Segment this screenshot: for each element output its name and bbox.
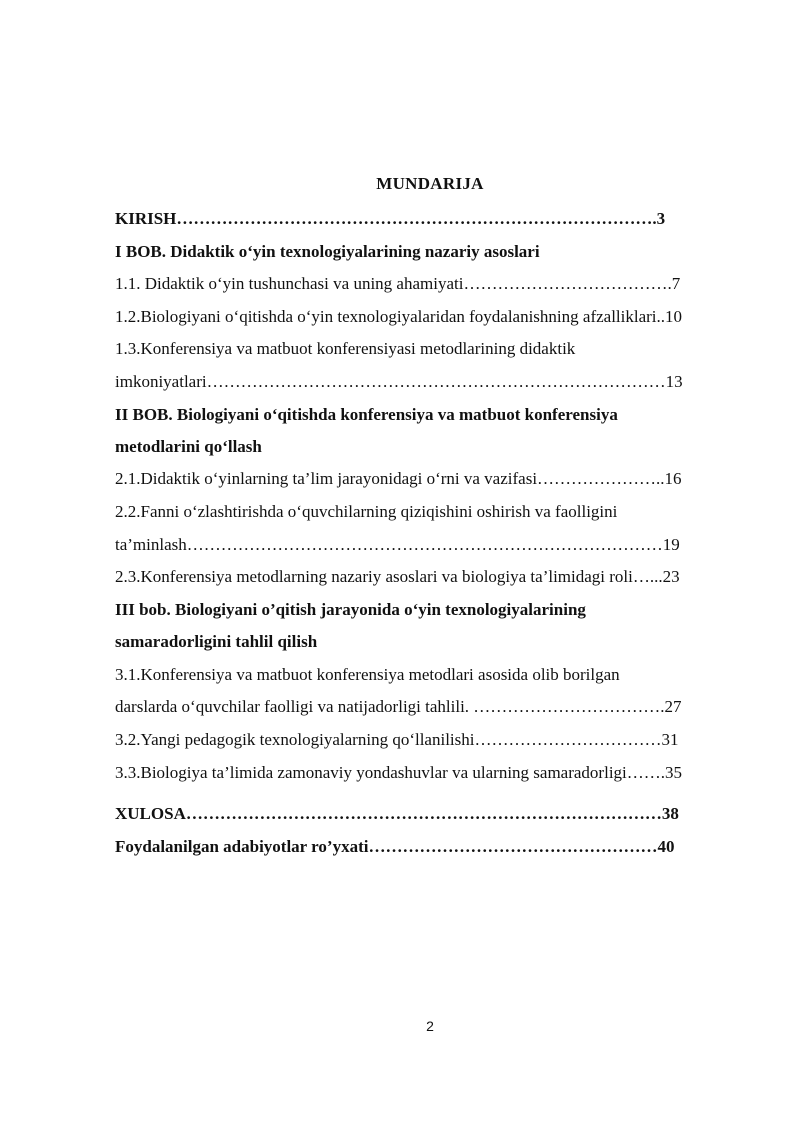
page-title: MUNDARIJA (376, 174, 484, 193)
toc-chapter-1-heading: I BOB. Didaktik o‘yin texnologiyalarining nazariy asoslari (115, 242, 540, 261)
toc-entry-xulosa: XULOSA…………………………………………………………………………38 (115, 804, 679, 823)
toc-chapter-2-heading-line2: metodlarini qo‘llash (115, 437, 262, 456)
toc-entry-2-1: 2.1.Didaktik o‘yinlarning ta’lim jarayonidagi o‘rni va vazifasi…………………..16 (115, 469, 682, 488)
toc-chapter-3-heading-line1: III bob. Biologiyani o’qitish jarayonida o‘yin texnologiyalarining (115, 600, 586, 619)
toc-entry-2-2-line2: ta’minlash…………………………………………………………………………19 (115, 535, 680, 554)
toc-chapter-2-heading-line1: II BOB. Biologiyani o‘qitishda konferensiya va matbuot konferensiya (115, 405, 618, 424)
toc-entry-2-2-line1: 2.2.Fanni o‘zlashtirishda o‘quvchilarning qiziqishini oshirish va faolligini (115, 502, 618, 521)
toc-entry-kirish: KIRISH………………………………………………………………………….3 (115, 209, 666, 228)
toc-entry-references: Foydalanilgan adabiyotlar ro’yxati……………………………………………40 (115, 837, 675, 856)
toc-entry-3-2: 3.2.Yangi pedagogik texnologiyalarning qo‘llanilishi……………………………31 (115, 730, 679, 749)
toc-entry-3-1-line1: 3.1.Konferensiya va matbuot konferensiya metodlari asosida olib borilgan (115, 665, 620, 684)
toc-entry-3-1-line2: darslarda o‘quvchilar faolligi va natijadorligi tahlili. …………………………….27 (115, 697, 682, 716)
toc-entry-1-1: 1.1. Didaktik o‘yin tushunchasi va uning ahamiyati……………………………….7 (115, 274, 681, 293)
toc-entry-1-3-line1: 1.3.Konferensiya va matbuot konferensiyasi metodlarining didaktik (115, 339, 576, 358)
toc-entry-3-3: 3.3.Biologiya ta’limida zamonaviy yondashuvlar va ularning samaradorligi…….35 (115, 763, 683, 782)
toc-entry-2-3: 2.3.Konferensiya metodlarning nazariy asoslari va biologiya ta’limidagi roli…...23 (115, 567, 680, 586)
toc-entry-1-3-line2: imkoniyatlari………………………………………………………………………13 (115, 372, 683, 391)
page-number: 2 (426, 1018, 434, 1034)
toc-entry-1-2: 1.2.Biologiyani o‘qitishda o‘yin texnologiyalaridan foydalanishning afzalliklari..10 (115, 307, 683, 326)
toc-chapter-3-heading-line2: samaradorligini tahlil qilish (115, 632, 318, 651)
